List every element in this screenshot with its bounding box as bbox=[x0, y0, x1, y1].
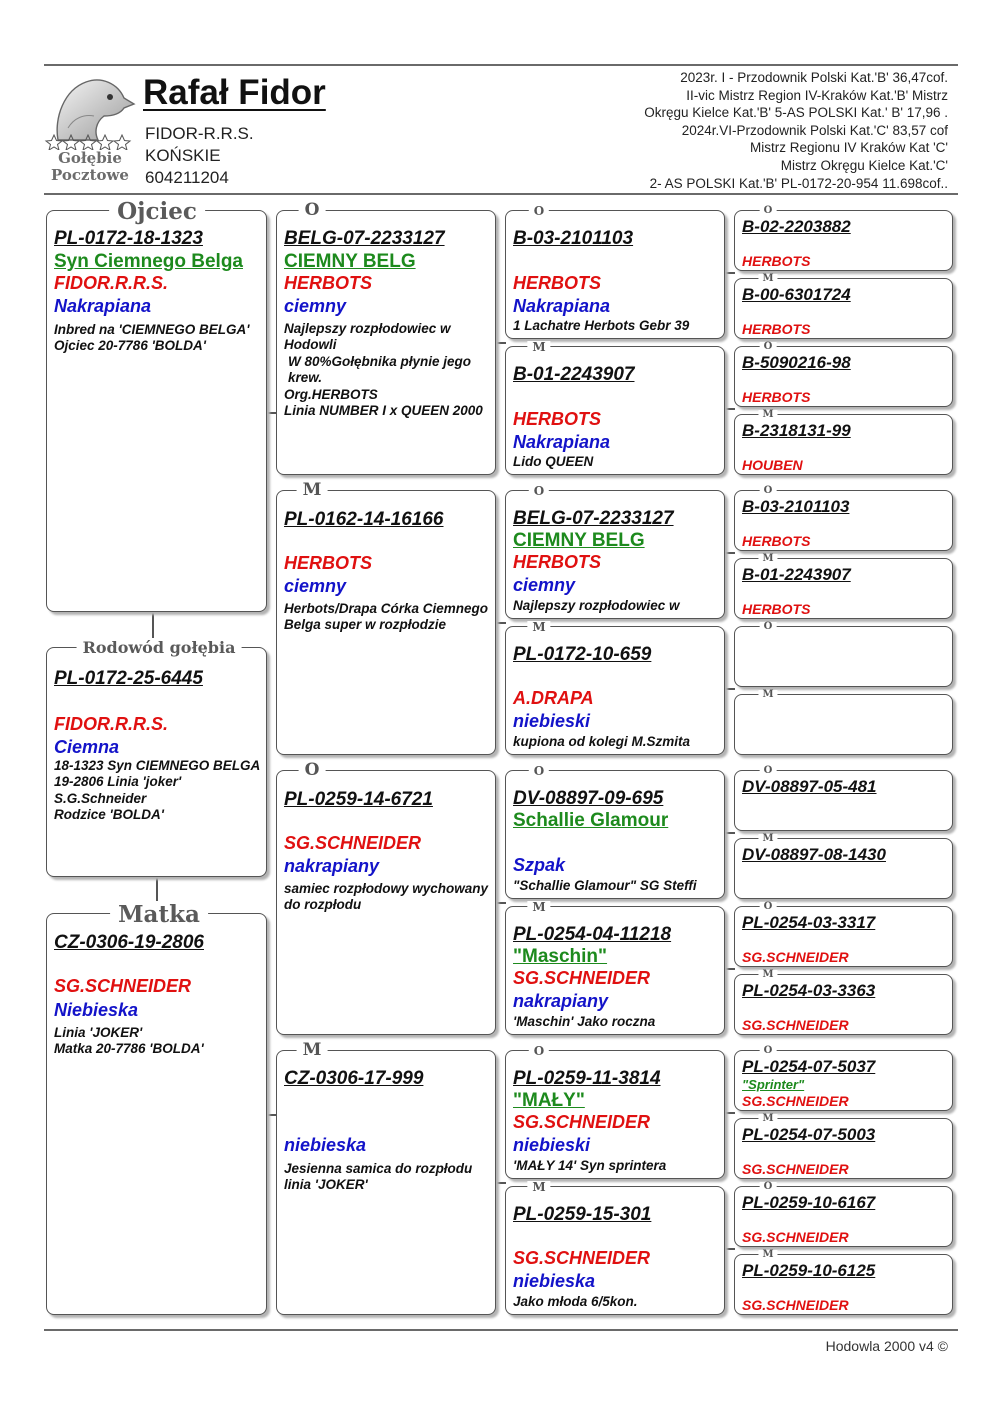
note: "Schallie Glamour" SG Steffi bbox=[513, 878, 697, 893]
ring-number: PL-0259-11-3814 bbox=[513, 1068, 661, 1089]
color: niebieski bbox=[513, 711, 591, 731]
note: W 80%Gołębnika płynie jego krew. bbox=[288, 353, 472, 386]
sex-label: O bbox=[529, 485, 549, 497]
ring-number: PL-0254-03-3363 bbox=[742, 981, 876, 1000]
ring-number: B-2318131-99 bbox=[742, 421, 851, 440]
owner-phone: 604211204 bbox=[145, 168, 229, 187]
mother-label: Matka bbox=[110, 901, 208, 928]
sex-label: M bbox=[758, 834, 777, 844]
owner-name: Rafał Fidor bbox=[143, 73, 326, 112]
sex-label: M bbox=[527, 901, 550, 913]
ring-number: PL-0254-03-3317 bbox=[742, 913, 876, 932]
color: niebieska bbox=[513, 1271, 596, 1291]
gen3-card-8[interactable] bbox=[505, 1180, 725, 1315]
breeder: SG.SCHNEIDER bbox=[742, 1229, 849, 1245]
breeder: FIDOR.R.R.S. bbox=[54, 273, 169, 293]
breeder: SG.SCHNEIDER bbox=[742, 949, 849, 965]
achievement-line: 2023r. I - Przodownik Polski Kat.'B' 36,47cof. bbox=[680, 70, 948, 85]
ring-number: PL-0172-25-6445 bbox=[54, 668, 203, 689]
pigeon-name: Schallie Glamour bbox=[513, 810, 669, 831]
breeder: SG.SCHNEIDER bbox=[513, 1248, 651, 1268]
breeder: A.DRAPA bbox=[513, 688, 594, 708]
gen2-card-1[interactable] bbox=[276, 200, 496, 475]
gen3-card-2[interactable] bbox=[505, 340, 725, 475]
gen4-card-15[interactable] bbox=[734, 1181, 953, 1247]
gen4-card-11[interactable] bbox=[734, 901, 953, 967]
sex-label: M bbox=[758, 554, 777, 564]
achievement-line: Mistrz Regionu IV Kraków Kat 'C' bbox=[750, 140, 948, 156]
note: Ojciec 20-7786 'BOLDA' bbox=[54, 338, 206, 354]
sex-label: M bbox=[758, 1250, 777, 1260]
color: ciemny bbox=[284, 296, 347, 316]
pigeon-name: "MAŁY" bbox=[513, 1090, 585, 1111]
achievement-line: Mistrz Okręgu Kielce Kat.'C' bbox=[780, 157, 948, 173]
breeder: HERBOTS bbox=[742, 601, 811, 617]
pigeon-name: "Sprinter" bbox=[742, 1077, 805, 1092]
note: 1 Lachatre Herbots Gebr 39 bbox=[513, 318, 690, 333]
breeder: SG.SCHNEIDER bbox=[742, 1161, 849, 1177]
pigeon-name: "Maschin" bbox=[513, 946, 608, 967]
breeder: HERBOTS bbox=[742, 389, 811, 405]
gen4-card-3[interactable] bbox=[734, 341, 953, 407]
sex-label: O bbox=[529, 205, 549, 217]
gen4-card-12[interactable] bbox=[734, 969, 953, 1035]
achievement-line: II-vic Mistrz Region IV-Kraków Kat.'B' Mistrz bbox=[686, 87, 948, 103]
achievement-line: 2024r.VI-Przodownik Polski Kat.'C' 83,57 cof bbox=[681, 122, 948, 138]
gen2-card-3[interactable] bbox=[276, 760, 496, 1035]
breeder: SG.SCHNEIDER bbox=[742, 1093, 849, 1109]
gen4-card-16[interactable] bbox=[734, 1249, 953, 1315]
gen4-card-2[interactable] bbox=[734, 273, 953, 339]
color: niebieska bbox=[284, 1135, 367, 1155]
ring-number: PL-0259-10-6167 bbox=[742, 1193, 876, 1212]
breeder: HERBOTS bbox=[513, 409, 602, 429]
pedigree-label: Rodowód gołębia bbox=[77, 638, 242, 657]
color: ciemny bbox=[284, 576, 347, 596]
breeder: HERBOTS bbox=[513, 552, 602, 572]
gen3-card-4[interactable] bbox=[505, 620, 725, 755]
sex-label: O bbox=[299, 762, 326, 779]
pigeon-name: CIEMNY BELG bbox=[284, 251, 416, 272]
color: Ciemna bbox=[54, 737, 120, 757]
ring-number: B-00-6301724 bbox=[742, 285, 851, 304]
father-label: Ojciec bbox=[109, 198, 205, 225]
gen4-card-13[interactable] bbox=[734, 1045, 953, 1111]
note: Jako młoda 6/5kon. bbox=[513, 1294, 638, 1309]
pigeon-name: CIEMNY BELG bbox=[513, 530, 645, 551]
gen4-card-4[interactable] bbox=[734, 409, 953, 475]
color: Nakrapiana bbox=[513, 432, 611, 452]
gen4-card-1[interactable] bbox=[734, 205, 953, 271]
bird-card[interactable] bbox=[46, 638, 267, 877]
sex-label: O bbox=[760, 486, 777, 496]
note: Najlepszy rozpłodowiec w Hodowli bbox=[284, 321, 451, 353]
gen4-card-14[interactable] bbox=[734, 1113, 953, 1179]
note: Linia 'JOKER' bbox=[54, 1025, 143, 1040]
note: 'MAŁY 14' Syn sprintera bbox=[513, 1158, 667, 1173]
sex-label: M bbox=[297, 482, 328, 499]
sex-label: O bbox=[760, 1182, 777, 1192]
breeder: HERBOTS bbox=[284, 273, 373, 293]
color: Nakrapiana bbox=[54, 296, 152, 316]
sex-label: M bbox=[527, 621, 550, 633]
ring-number: BELG-07-2233127 bbox=[513, 508, 674, 529]
note: Linia NUMBER I x QUEEN 2000 bbox=[284, 403, 483, 419]
sex-label: M bbox=[758, 274, 777, 284]
ring-number: B-5090216-98 bbox=[742, 353, 851, 372]
gen4-card-10[interactable] bbox=[734, 833, 953, 899]
owner-city: KOŃSKIE bbox=[145, 146, 221, 165]
gen4-card-9[interactable] bbox=[734, 765, 953, 831]
ring-number: PL-0254-04-11218 bbox=[513, 924, 672, 945]
gen4-card-6[interactable] bbox=[734, 553, 953, 619]
sex-label: O bbox=[299, 202, 326, 219]
sex-label: O bbox=[529, 1045, 549, 1057]
note: Inbred na 'CIEMNEGO BELGA' bbox=[54, 322, 250, 337]
achievement-line: 2- AS POLSKI Kat.'B' PL-0172-20-954 11.698cof.. bbox=[649, 175, 948, 191]
ring-number: PL-0259-15-301 bbox=[513, 1204, 652, 1225]
top-rule bbox=[44, 64, 958, 66]
note: 'Maschin' Jako roczna bbox=[513, 1014, 656, 1029]
ring-number: B-03-2101103 bbox=[513, 228, 634, 249]
notes bbox=[54, 1025, 263, 1058]
sex-label: M bbox=[297, 1042, 328, 1059]
sex-label: M bbox=[758, 690, 777, 700]
breeder: HERBOTS bbox=[742, 321, 811, 337]
note: Lido QUEEN bbox=[513, 454, 594, 469]
connector bbox=[152, 612, 154, 640]
color: nakrapiany bbox=[284, 856, 380, 876]
gen3-card-3[interactable] bbox=[505, 484, 725, 619]
notes bbox=[284, 1161, 492, 1194]
sex-label: O bbox=[760, 902, 777, 912]
notes bbox=[54, 758, 263, 824]
footer-text: Hodowla 2000 v4 © bbox=[825, 1338, 948, 1354]
ring-number: PL-0254-07-5037 bbox=[742, 1057, 876, 1076]
sex-label: O bbox=[760, 342, 777, 352]
color: Niebieska bbox=[54, 1000, 139, 1020]
notes bbox=[284, 881, 492, 914]
sex-label: M bbox=[527, 341, 550, 353]
breeder: SG.SCHNEIDER bbox=[513, 968, 651, 988]
breeder: SG.SCHNEIDER bbox=[742, 1017, 849, 1033]
color: niebieski bbox=[513, 1135, 591, 1155]
sex-label: O bbox=[529, 765, 549, 777]
ring-number: B-03-2101103 bbox=[742, 497, 850, 516]
ring-number: DV-08897-05-481 bbox=[742, 777, 877, 796]
stars-icon bbox=[44, 134, 136, 150]
logo-line-1: Gołębie bbox=[58, 149, 122, 167]
sex-label: M bbox=[758, 410, 777, 420]
sex-label: M bbox=[758, 970, 777, 980]
gen2-card-4[interactable] bbox=[276, 1040, 496, 1315]
gen4-card-7[interactable] bbox=[734, 621, 953, 687]
achievement-line: Okręgu Kielce Kat.'B' 5-AS POLSKI Kat.' B' 17,96 . bbox=[644, 105, 948, 121]
breeder: HOUBEN bbox=[742, 457, 803, 473]
gen2-card-2[interactable] bbox=[276, 480, 496, 755]
breeder: FIDOR.R.R.S. bbox=[54, 714, 169, 734]
sex-label: M bbox=[527, 1181, 550, 1193]
breeder: HERBOTS bbox=[284, 553, 373, 573]
ring-number: DV-08897-08-1430 bbox=[742, 845, 886, 864]
ring-number: CZ-0306-17-999 bbox=[284, 1068, 424, 1089]
ring-number: BELG-07-2233127 bbox=[284, 228, 445, 249]
notes bbox=[54, 322, 263, 355]
ring-number: PL-0254-07-5003 bbox=[742, 1125, 876, 1144]
note: samiec rozpłodowy wychowany do rozpłodu bbox=[284, 881, 489, 913]
ring-number: B-01-2243907 bbox=[513, 364, 635, 385]
note: linia 'JOKER' bbox=[284, 1177, 368, 1193]
header-rule bbox=[44, 193, 958, 195]
color: Szpak bbox=[513, 855, 566, 875]
note: 19-2806 Linia 'joker' bbox=[54, 774, 182, 790]
sex-label: O bbox=[760, 622, 777, 632]
achievements bbox=[528, 69, 948, 192]
footer-rule bbox=[44, 1329, 958, 1331]
ring-number: DV-08897-09-695 bbox=[513, 788, 664, 809]
ring-number: B-01-2243907 bbox=[742, 565, 851, 584]
color: ciemny bbox=[513, 575, 576, 595]
ring-number: PL-0259-10-6125 bbox=[742, 1261, 876, 1280]
breeder: SG.SCHNEIDER bbox=[54, 976, 192, 996]
owner-loft: FIDOR-R.R.S. bbox=[145, 124, 254, 143]
logo-line-2: Pocztowe bbox=[51, 166, 129, 184]
ring-number: PL-0162-14-16166 bbox=[284, 509, 444, 530]
notes bbox=[284, 321, 492, 419]
note: Rodzice 'BOLDA' bbox=[54, 807, 164, 823]
sex-label: O bbox=[760, 766, 777, 776]
ring-number: CZ-0306-19-2806 bbox=[54, 932, 204, 953]
father-card[interactable] bbox=[46, 198, 267, 612]
gen3-card-6[interactable] bbox=[505, 900, 725, 1035]
ring-number: PL-0172-10-659 bbox=[513, 644, 652, 665]
gen3-card-7[interactable] bbox=[505, 1044, 725, 1179]
mother-card[interactable] bbox=[46, 901, 267, 1315]
note: Herbots/Drapa Córka Ciemnego Belga super w rozpłodzie bbox=[284, 601, 489, 633]
gen3-card-1[interactable] bbox=[505, 204, 725, 339]
pigeon-name: Syn Ciemnego Belga bbox=[54, 251, 243, 272]
sex-label: O bbox=[760, 206, 777, 216]
sex-label: M bbox=[758, 1114, 777, 1124]
gen4-card-5[interactable] bbox=[734, 485, 953, 551]
breeder: HERBOTS bbox=[742, 533, 811, 549]
color: nakrapiany bbox=[513, 991, 609, 1011]
ring-number: B-02-2203882 bbox=[742, 217, 851, 236]
note: S.G.Schneider bbox=[54, 790, 147, 806]
note: Org.HERBOTS bbox=[284, 386, 378, 402]
breeder: SG.SCHNEIDER bbox=[513, 1112, 651, 1132]
sex-label: O bbox=[760, 1046, 777, 1056]
logo bbox=[44, 70, 136, 188]
breeder: SG.SCHNEIDER bbox=[742, 1297, 849, 1313]
note: kupiona od kolegi M.Szmita bbox=[513, 734, 691, 749]
gen4-card-8[interactable] bbox=[734, 689, 953, 755]
notes bbox=[284, 601, 492, 634]
ring-number: PL-0259-14-6721 bbox=[284, 789, 433, 810]
breeder: HERBOTS bbox=[513, 273, 602, 293]
note: Matka 20-7786 'BOLDA' bbox=[54, 1041, 204, 1057]
color: Nakrapiana bbox=[513, 296, 611, 316]
note: Najlepszy rozpłodowiec w bbox=[513, 598, 680, 613]
gen3-card-5[interactable] bbox=[505, 764, 725, 899]
note: 18-1323 Syn CIEMNEGO BELGA bbox=[54, 758, 261, 773]
note: Jesienna samica do rozpłodu bbox=[284, 1161, 473, 1176]
breeder: SG.SCHNEIDER bbox=[284, 833, 422, 853]
ring-number: PL-0172-18-1323 bbox=[54, 228, 203, 249]
breeder: HERBOTS bbox=[742, 253, 811, 269]
